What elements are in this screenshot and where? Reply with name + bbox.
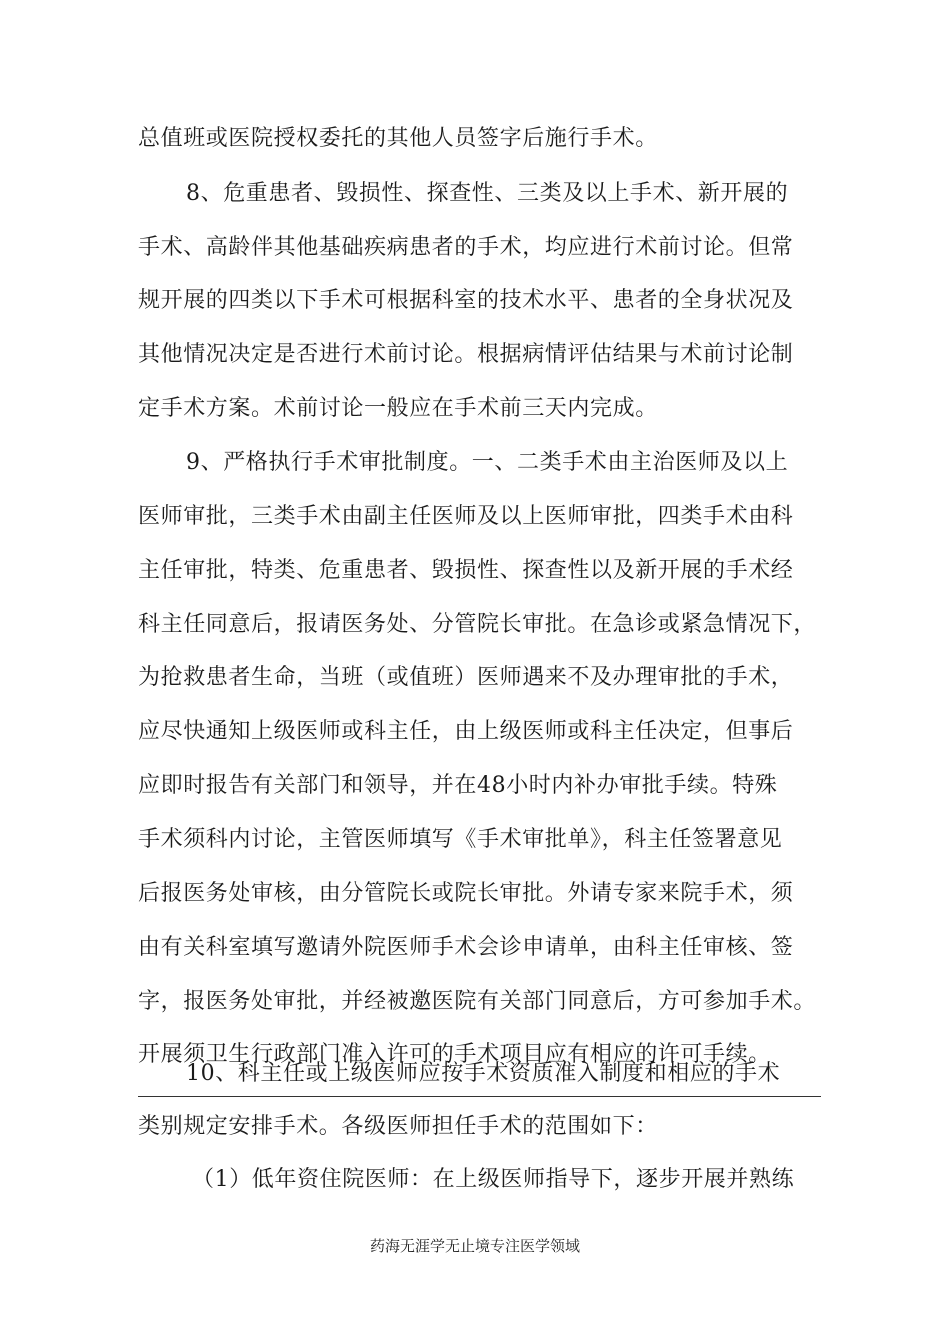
paragraph-line: 手术、高龄伴其他基础疾病患者的手术，均应进行术前讨论。但常 [138, 235, 794, 260]
paragraph-line: 科主任同意后，报请医务处、分管院长审批。在急诊或紧急情况下， [138, 612, 817, 637]
paragraph-line: 字，报医务处审批，并经被邀医院有关部门同意后，方可参加手术。 [138, 989, 817, 1014]
paragraph-line: 8、危重患者、毁损性、探查性、三类及以上手术、新开展的 [186, 181, 789, 206]
paragraph-line: 医师审批，三类手术由副主任医师及以上医师审批，四类手术由科 [138, 504, 794, 529]
paragraph-line: 10、科主任或上级医师应按手术资质准入制度和相应的手术 [186, 1061, 781, 1086]
paragraph-line: 应即时报告有关部门和领导，并在48小时内补办审批手续。特殊 [138, 773, 778, 798]
paragraph-line: 由有关科室填写邀请外院医师手术会诊申请单，由科主任审核、签 [138, 935, 794, 960]
paragraph-line: 总值班或医院授权委托的其他人员签字后施行手术。 [138, 126, 658, 151]
paragraph-line: 定手术方案。术前讨论一般应在手术前三天内完成。 [138, 396, 658, 421]
paragraph-line: 手术须科内讨论，主管医师填写《手术审批单》，科主任签署意见 [138, 827, 783, 852]
paragraph-line: 后报医务处审核，由分管院长或院长审批。外请专家来院手术，须 [138, 881, 794, 906]
paragraph-line: 类别规定安排手术。各级医师担任手术的范围如下： [138, 1114, 658, 1139]
paragraph-line: 应尽快通知上级医师或科主任，由上级医师或科主任决定，但事后 [138, 719, 794, 744]
page-footer: 药海无涯学无止境专注医学领域 [369, 1237, 580, 1255]
paragraph-line: 9、严格执行手术审批制度。一、二类手术由主治医师及以上 [186, 450, 789, 475]
paragraph-line: （1）低年资住院医师：在上级医师指导下，逐步开展并熟练 [192, 1167, 795, 1192]
paragraph-line: 规开展的四类以下手术可根据科室的技术水平、患者的全身状况及 [138, 288, 794, 313]
paragraph-line: 主任审批，特类、危重患者、毁损性、探查性以及新开展的手术经 [138, 558, 794, 583]
horizontal-rule [138, 1096, 821, 1097]
paragraph-line: 开展须卫生行政部门准入许可的手术项目应有相应的许可手续。 [138, 1042, 771, 1067]
paragraph-line: 其他情况决定是否进行术前讨论。根据病情评估结果与术前讨论制 [138, 342, 794, 367]
paragraph-line: 为抢救患者生命，当班（或值班）医师遇来不及办理审批的手术， [138, 665, 794, 690]
